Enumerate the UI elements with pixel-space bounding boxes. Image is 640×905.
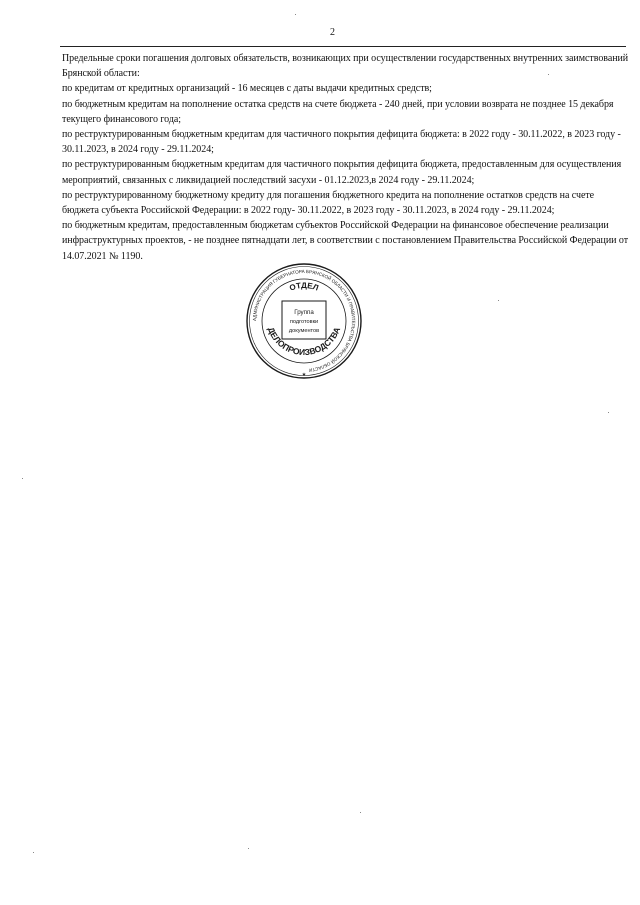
paragraph-restructured-deficit: по реструктурированным бюджетным кредитам для частичного покрытия дефицита бюджета: в 2022 году - 30.11.2022, в 2023 году - 30.11.2023, в 2024 году - 29.11.2024; bbox=[62, 129, 621, 156]
scan-speck bbox=[248, 848, 249, 849]
stamp-star-icon: ★ bbox=[301, 372, 307, 378]
page-number: 2 bbox=[330, 27, 335, 38]
stamp-outer-text: АДМИНИСТРАЦИЯ ГУБЕРНАТОРА БРЯНСКОЙ ОБЛАСТИ И ПРАВИТЕЛЬСТВА БРЯНСКОЙ ОБЛАСТИ bbox=[251, 268, 357, 373]
scan-speck bbox=[360, 812, 361, 813]
paragraph-restructured-drought: по реструктурированным бюджетным кредитам для частичного покрытия дефицита бюджета, предоставленным для осуществления мероприятий, связанных с ликвидацией последствий засухи - 01.12.2023,в 2024 году - 29.11.2024; bbox=[62, 159, 622, 186]
scan-speck bbox=[608, 412, 609, 413]
stamp-center-line-3: документов bbox=[288, 328, 320, 334]
stamp-inner-top-text: ОТДЕЛ bbox=[288, 280, 320, 293]
scan-speck bbox=[498, 300, 499, 301]
scan-speck bbox=[548, 74, 549, 75]
department-stamp bbox=[245, 262, 363, 380]
stamp-center-line-1: Группа bbox=[294, 309, 314, 316]
scan-speck bbox=[33, 852, 34, 853]
stamp-center-line-2: подготовки bbox=[289, 319, 319, 325]
document-body bbox=[62, 51, 632, 264]
scan-speck bbox=[22, 478, 23, 479]
header-rule bbox=[60, 46, 626, 47]
stamp-inner-bottom-text: ДЕЛОПРОИЗВОДСТВА bbox=[265, 325, 343, 358]
paragraph-restructured-single: по реструктурированному бюджетному кредиту для погашения бюджетного кредита на пополнение остатков средств на счете бюджета субъекта Российской Федерации: в 2022 году- 30.11.2022, в 2023 году - 30.11.2023, в 2024 году - 29.11.2024; bbox=[62, 189, 595, 217]
paragraph-bank-credits: по кредитам от кредитных организаций - 16 месяцев с даты выдачи кредитных средств; bbox=[62, 83, 432, 95]
paragraph-infrastructure: по бюджетным кредитам, предоставленным бюджетам субъектов Российской Федерации на финансовое обеспечение реализации инфраструктурных проектов, - не позднее пятнадцати лет, в соответствии с постановлением Правительства Российской Федерации от 14.07.2021 № 1190. bbox=[62, 220, 629, 262]
scan-speck bbox=[295, 14, 296, 15]
paragraph-budget-credits-balance: по бюджетным кредитам на пополнение остатка средств на счете бюджета - 240 дней, при условии возврата не позднее 15 декабря текущего финансового года; bbox=[62, 98, 614, 125]
paragraph-intro: Предельные сроки погашения долговых обязательств, возникающих при осуществлении государственных внутренних заимствований Брянской области: bbox=[62, 53, 629, 80]
